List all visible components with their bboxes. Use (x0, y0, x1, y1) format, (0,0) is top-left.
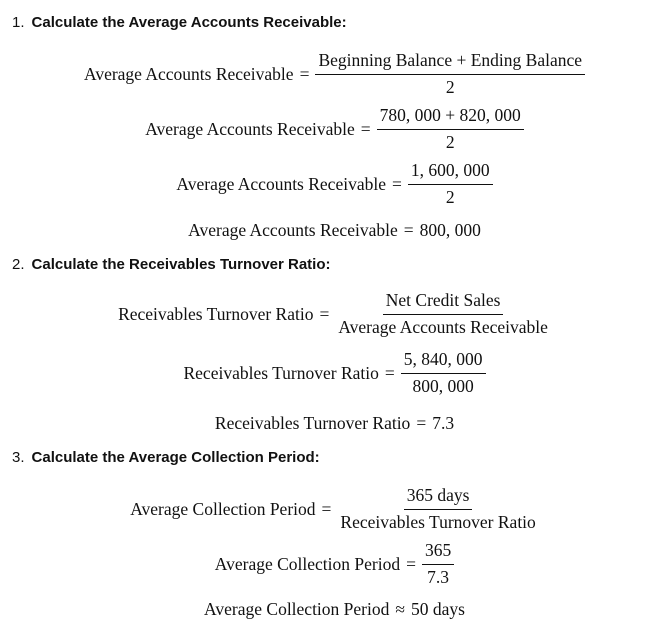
equation (0, 156, 669, 212)
equation-relation: = (384, 362, 395, 383)
fraction-denominator: Average Accounts Receivable (338, 317, 548, 337)
fraction-denominator: 800, 000 (412, 376, 474, 396)
equation-relation: = (321, 498, 332, 519)
step-number: 2. (12, 256, 25, 273)
fraction-denominator: Receivables Turnover Ratio (340, 512, 536, 532)
fraction-numerator: 365 (422, 540, 454, 565)
step-1-heading (12, 14, 347, 32)
step-3-heading (12, 449, 320, 467)
fraction-numerator: 780, 000 + 820, 000 (377, 105, 524, 130)
equation-lhs: Average Accounts Receivable (176, 173, 386, 194)
fraction-denominator: 2 (445, 132, 455, 152)
equation-rhs: 7.3 (432, 412, 455, 433)
equation-lhs: Average Accounts Receivable (83, 63, 294, 84)
fraction-numerator: Beginning Balance + Ending Balance (315, 50, 585, 75)
equation (0, 481, 669, 537)
step-title: Calculate the Average Collection Period: (31, 449, 320, 466)
fraction-numerator: 5, 840, 000 (401, 349, 486, 374)
equation (0, 286, 669, 342)
equation-relation: = (406, 553, 416, 574)
fraction (408, 160, 493, 208)
equation-rhs: 50 days (410, 598, 465, 619)
equation-relation: = (416, 412, 427, 433)
fraction (377, 105, 524, 153)
equation-relation: = (299, 63, 310, 84)
equation (0, 46, 669, 102)
equation-lhs: Average Collection Period (214, 553, 401, 574)
equation-lhs: Receivables Turnover Ratio (118, 303, 314, 324)
step-2-heading (12, 256, 331, 274)
equation-lhs: Average Collection Period (204, 598, 390, 619)
equation (0, 597, 669, 621)
fraction-denominator: 2 (445, 77, 455, 97)
step-title: Calculate the Average Accounts Receivable: (31, 14, 347, 31)
equation (0, 536, 669, 592)
fraction (422, 540, 454, 588)
equation-relation: = (319, 303, 330, 324)
fraction (315, 50, 585, 98)
fraction (335, 290, 551, 338)
equation-relation: ≈ (395, 598, 405, 619)
step-number: 1. (12, 14, 25, 31)
equation (0, 411, 669, 435)
equation (0, 218, 669, 242)
equation-relation: = (403, 219, 414, 240)
fraction (401, 349, 486, 397)
equation-rhs: 800, 000 (419, 219, 481, 240)
fraction-numerator: Net Credit Sales (383, 290, 504, 315)
equation-lhs: Receivables Turnover Ratio (214, 412, 411, 433)
equation-lhs: Average Collection Period (130, 498, 316, 519)
equation-lhs: Receivables Turnover Ratio (183, 362, 379, 383)
fraction-denominator: 2 (445, 187, 455, 207)
fraction-denominator: 7.3 (427, 567, 450, 587)
equation-lhs: Average Accounts Receivable (145, 118, 355, 139)
step-number: 3. (12, 449, 25, 466)
step-title: Calculate the Receivables Turnover Ratio: (31, 256, 331, 273)
equation-relation: = (360, 118, 371, 139)
equation-relation: = (391, 173, 402, 194)
equation (0, 345, 669, 401)
fraction-numerator: 1, 600, 000 (408, 160, 493, 185)
equation-lhs: Average Accounts Receivable (188, 219, 398, 240)
fraction (337, 485, 538, 533)
equation (0, 101, 669, 157)
fraction-numerator: 365 days (404, 485, 473, 510)
